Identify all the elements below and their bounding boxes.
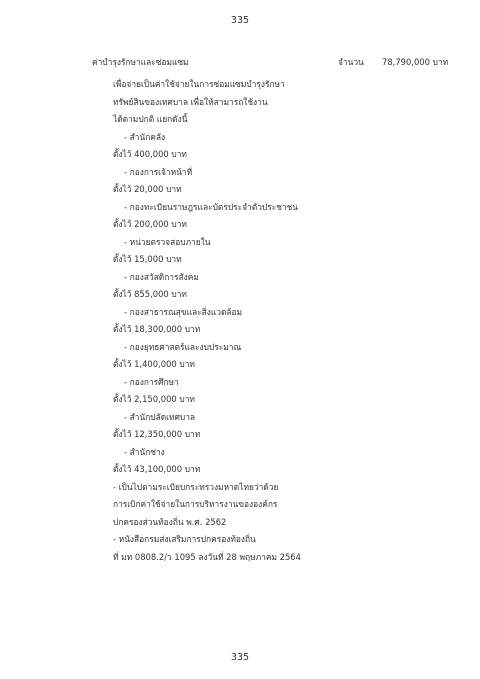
description-line: - เป็นไปตามระเบียบกระทรวงมหาดไทยว่าด้วย — [113, 481, 279, 492]
description-line: - กองสวัสดิการสังคม — [124, 271, 199, 282]
description-line: ตั้งไว้ 400,000 บาท — [113, 149, 187, 159]
description-line: ตั้งไว้ 20,000 บาท — [113, 184, 182, 194]
description-line: - กองการศึกษา — [124, 376, 179, 387]
description-line: ตั้งไว้ 18,300,000 บาท — [113, 324, 201, 334]
description-line: - หนังสือกรมส่งเสริมการปกครองท้องถิ่น — [113, 534, 256, 544]
description-line: - สำนักปลัดเทศบาล — [124, 411, 196, 422]
description-line: - กองทะเบียนราษฎรและบัตรประจำตัวประชาชน — [124, 201, 299, 212]
description-line: ได้ตามปกติ แยกดังนี้ — [113, 114, 188, 124]
budget-item-title: ค่าบำรุงรักษาและซ่อมแซม — [92, 57, 189, 67]
description-line: - สำนักช่าง — [124, 446, 165, 457]
description-line: ตั้งไว้ 43,100,000 บาท — [113, 464, 201, 474]
description-line: ที่ มท 0808.2/ว 1095 ลงวันที่ 28 พฤษภาคม 2564 — [113, 551, 301, 562]
budget-item-header — [92, 55, 452, 69]
description-line: ตั้งไว้ 15,000 บาท — [113, 254, 182, 264]
description-line: - กองยุทธศาสตร์และงบประมาณ — [124, 341, 242, 352]
description-line: - สำนักคลัง — [124, 131, 166, 142]
description-line: ปกครองส่วนท้องถิ่น พ.ศ. 2562 — [113, 516, 227, 527]
description-line: ตั้งไว้ 200,000 บาท — [113, 219, 187, 229]
amount-value: 78,790,000 บาท — [382, 57, 449, 67]
description-line: ตั้งไว้ 1,400,000 บาท — [113, 359, 195, 369]
page-number-bottom: 335 — [230, 652, 250, 663]
description-line: - หน่วยตรวจสอบภายใน — [124, 236, 211, 247]
page-number-top: 335 — [230, 15, 250, 26]
description-line: ตั้งไว้ 855,000 บาท — [113, 289, 187, 299]
description-line: เพื่อจ่ายเป็นค่าใช้จ่ายในการซ่อมแซมบำรุงรักษา — [113, 79, 285, 89]
description-line: ทรัพย์สินของเทศบาล เพื่อให้สามารถใช้งาน — [113, 96, 268, 107]
description-line: - กองสาธารณสุขและสิ่งแวดล้อม — [124, 306, 243, 317]
description-line: ตั้งไว้ 12,350,000 บาท — [113, 429, 201, 439]
amount-label: จำนวน — [338, 57, 364, 67]
description-line: ตั้งไว้ 2,150,000 บาท — [113, 394, 195, 404]
budget-item-description — [0, 76, 480, 566]
description-line: - กองการเจ้าหน้าที่ — [124, 166, 193, 177]
description-line: การเบิกค่าใช้จ่ายในการบริหารงานขององค์กร — [113, 499, 278, 509]
